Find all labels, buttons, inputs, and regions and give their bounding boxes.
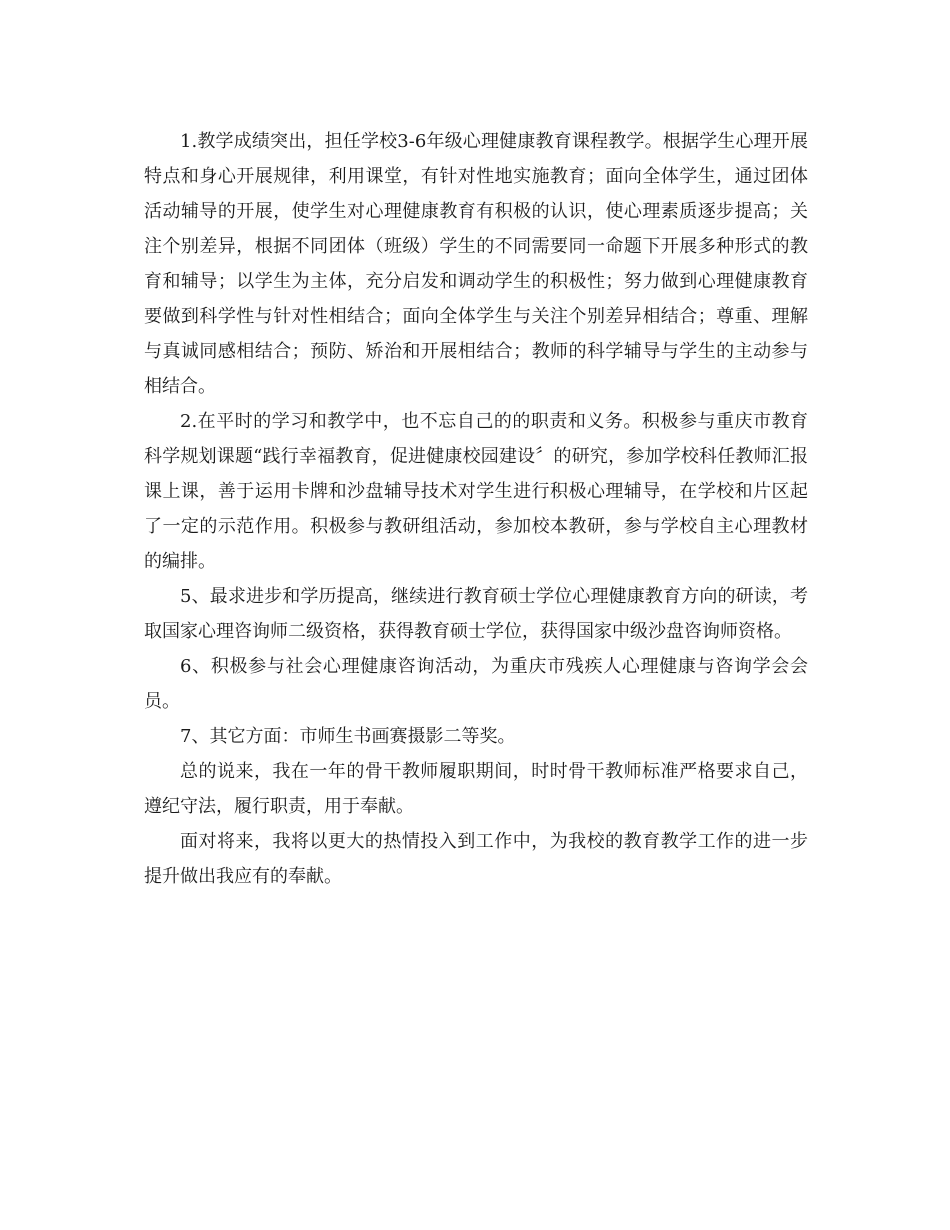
paragraph-7: 面对将来，我将以更大的热情投入到工作中，为我校的教育教学工作的进一步提升做出我应有的奉献。: [144, 831, 808, 887]
paragraph-6: 总的说来，我在一年的骨干教师履职期间，时时骨干教师标准严格要求自己，遵纪守法，履行职责，用于奉献。: [144, 761, 808, 817]
paragraph-3: 5、最求进步和学历提高，继续进行教育硕士学位心理健康教育方向的研读，考取国家心理咨询师二级资格，获得教育硕士学位，获得国家中级沙盘咨询师资格。: [144, 586, 808, 642]
paragraph-2: 2.在平时的学习和教学中，也不忘自己的的职责和义务。积极参与重庆市教育科学规划课题“践行幸福教育，促进健康校园建设〞的研究，参加学校科任教师汇报课上课，善于运用卡牌和沙盘辅导技术对学生进行积极心理辅导，在学校和片区起了一定的示范作用。积极参与教研组活动，参加校本教研，参与学校自主心理教材的编排。: [144, 411, 808, 572]
paragraph-4: 6、积极参与社会心理健康咨询活动，为重庆市残疾人心理健康与咨询学会会员。: [144, 656, 808, 712]
document-body: [144, 124, 808, 894]
paragraph-1: 1.教学成绩突出，担任学校3-6年级心理健康教育课程教学。根据学生心理开展特点和身心开展规律，利用课堂，有针对性地实施教育；面向全体学生，通过团体活动辅导的开展，使学生对心理健康教育有积极的认识，使心理素质逐步提高；关注个别差异，根据不同团体（班级）学生的不同需要同一命题下开展多种形式的教育和辅导；以学生为主体，充分启发和调动学生的积极性；努力做到心理健康教育要做到科学性与针对性相结合；面向全体学生与关注个别差异相结合；尊重、理解与真诚同感相结合；预防、矫治和开展相结合；教师的科学辅导与学生的主动参与相结合。: [144, 131, 808, 397]
paragraph-5: 7、其它方面：市师生书画赛摄影二等奖。: [180, 726, 516, 747]
